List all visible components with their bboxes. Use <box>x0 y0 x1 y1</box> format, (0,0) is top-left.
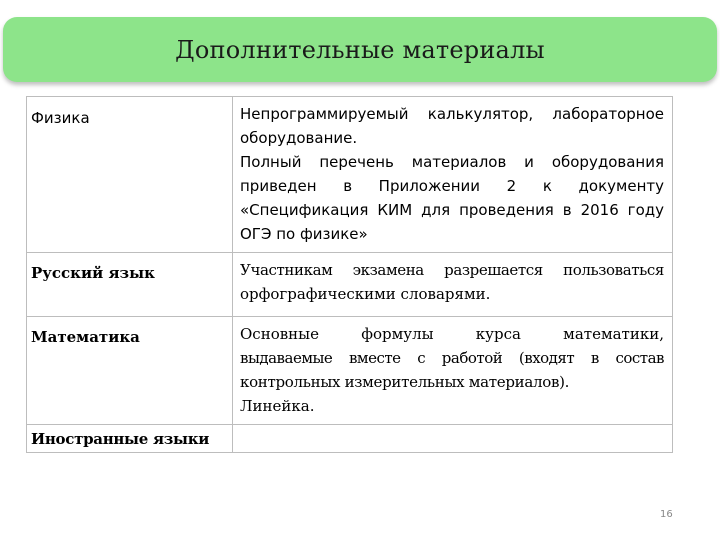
description-cell <box>233 317 673 425</box>
description-line: Непрограммируемый калькулятор, лабораторное <box>240 105 664 123</box>
description-line: оборудование. <box>240 129 358 147</box>
subject-label: Иностранные языки <box>31 430 210 448</box>
description-line: «Спецификация КИМ для проведения в 2016 году <box>240 201 664 219</box>
description-cell <box>233 97 673 253</box>
page-number: 16 <box>660 509 673 520</box>
subject-label: Физика <box>31 109 90 127</box>
subject-cell <box>27 317 233 425</box>
description-line: орфографическими словарями. <box>240 285 491 303</box>
description-line: выдаваемые вместе с работой (входят в состав <box>240 349 664 367</box>
description-line: контрольных измерительных материалов). <box>240 373 570 391</box>
description-line: Участникам экзамена разрешается пользоваться <box>240 261 664 279</box>
description-line: приведен в Приложении 2 к документу <box>240 177 664 195</box>
description-line: Полный перечень материалов и оборудования <box>240 153 664 171</box>
subject-cell <box>27 425 233 453</box>
description-cell <box>233 425 673 453</box>
description-line: ОГЭ по физике» <box>240 225 368 243</box>
subject-label: Русский язык <box>31 264 155 282</box>
subject-cell <box>27 97 233 253</box>
description-line: Основные формулы курса математики, <box>240 325 664 343</box>
table-row <box>27 253 673 317</box>
title-banner <box>3 17 717 82</box>
table-row <box>27 317 673 425</box>
materials-table <box>26 96 673 453</box>
description-line: Линейка. <box>240 397 315 415</box>
description-cell <box>233 253 673 317</box>
subject-label: Математика <box>31 328 140 346</box>
table-row <box>27 97 673 253</box>
table-row <box>27 425 673 453</box>
page-title: Дополнительные материалы <box>175 35 545 64</box>
subject-cell <box>27 253 233 317</box>
